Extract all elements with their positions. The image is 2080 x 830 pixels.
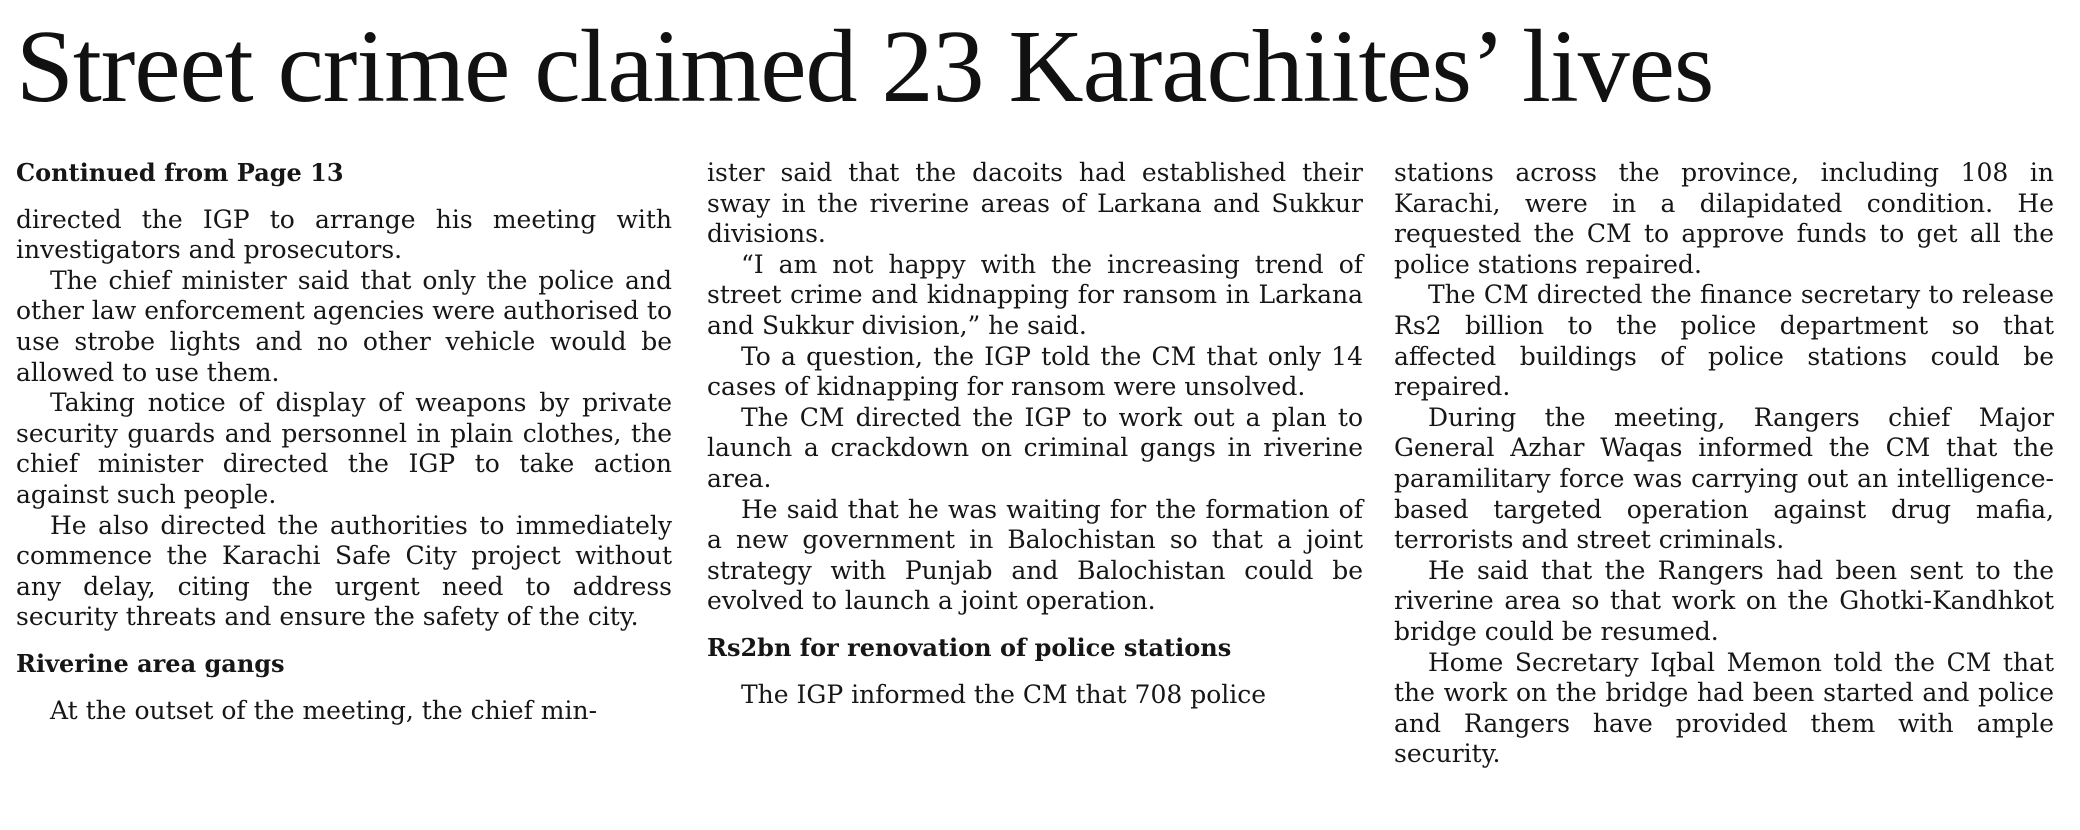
- article-column-2: [707, 158, 1363, 710]
- paragraph: ister said that the dacoits had established their sway in the riverine areas of Larkana and Sukkur divisions.: [707, 158, 1363, 249]
- subhead-police-stations-renovation: Rs2bn for renovation of police stations: [707, 632, 1232, 662]
- article-column-3: [1394, 158, 2054, 770]
- paragraph: Home Secretary Iqbal Memon told the CM that the work on the bridge had been started and police and Rangers have provided them with ample security.: [1394, 647, 2054, 769]
- paragraph: The CM directed the IGP to work out a plan to launch a crackdown on criminal gangs in riverine area.: [707, 402, 1363, 493]
- paragraph: He also directed the authorities to immediately commence the Karachi Safe City project without any delay, citing the urgent need to address security threats and ensure the safety of the city.: [16, 510, 672, 632]
- paragraph: The IGP informed the CM that 708 police: [741, 679, 1267, 709]
- article-column-1: [16, 158, 672, 726]
- paragraph: stations across the province, including 108 in Karachi, were in a dilapidated condition. He requested the CM to approve funds to get all the police stations repaired.: [1394, 158, 2054, 279]
- paragraph: Taking notice of display of weapons by private security guards and personnel in plain clothes, the chief minister directed the IGP to take action against such people.: [16, 388, 672, 509]
- paragraph: To a question, the IGP told the CM that only 14 cases of kidnapping for ransom were unsolved.: [707, 341, 1363, 402]
- paragraph: During the meeting, Rangers chief Major General Azhar Waqas informed the CM that the paramilitary force was carrying out an intelligence-based targeted operation against drug mafia, terrorists and street criminals.: [1394, 402, 2054, 555]
- paragraph: He said that he was waiting for the formation of a new government in Balochistan so that a joint strategy with Punjab and Balochistan could be evolved to launch a joint operation.: [707, 494, 1363, 616]
- paragraph: directed the IGP to arrange his meeting with investigators and prosecutors.: [16, 204, 672, 265]
- paragraph: The chief minister said that only the police and other law enforcement agencies were authorised to use strobe lights and no other vehicle would be allowed to use them.: [16, 265, 672, 387]
- paragraph: At the outset of the meeting, the chief min-: [50, 695, 598, 725]
- headline: Street crime claimed 23 Karachiites’ lives: [16, 9, 1714, 124]
- paragraph: He said that the Rangers had been sent to the riverine area so that work on the Ghotki-Kandhkot bridge could be resumed.: [1394, 555, 2054, 646]
- paragraph: “I am not happy with the increasing trend of street crime and kidnapping for ransom in Larkana and Sukkur division,” he said.: [707, 249, 1363, 340]
- subhead-continued-from-page: Continued from Page 13: [16, 158, 344, 187]
- paragraph: The CM directed the finance secretary to release Rs2 billion to the police department so that affected buildings of police stations could be repaired.: [1394, 280, 2054, 402]
- subhead-riverine-area-gangs: Riverine area gangs: [16, 648, 285, 678]
